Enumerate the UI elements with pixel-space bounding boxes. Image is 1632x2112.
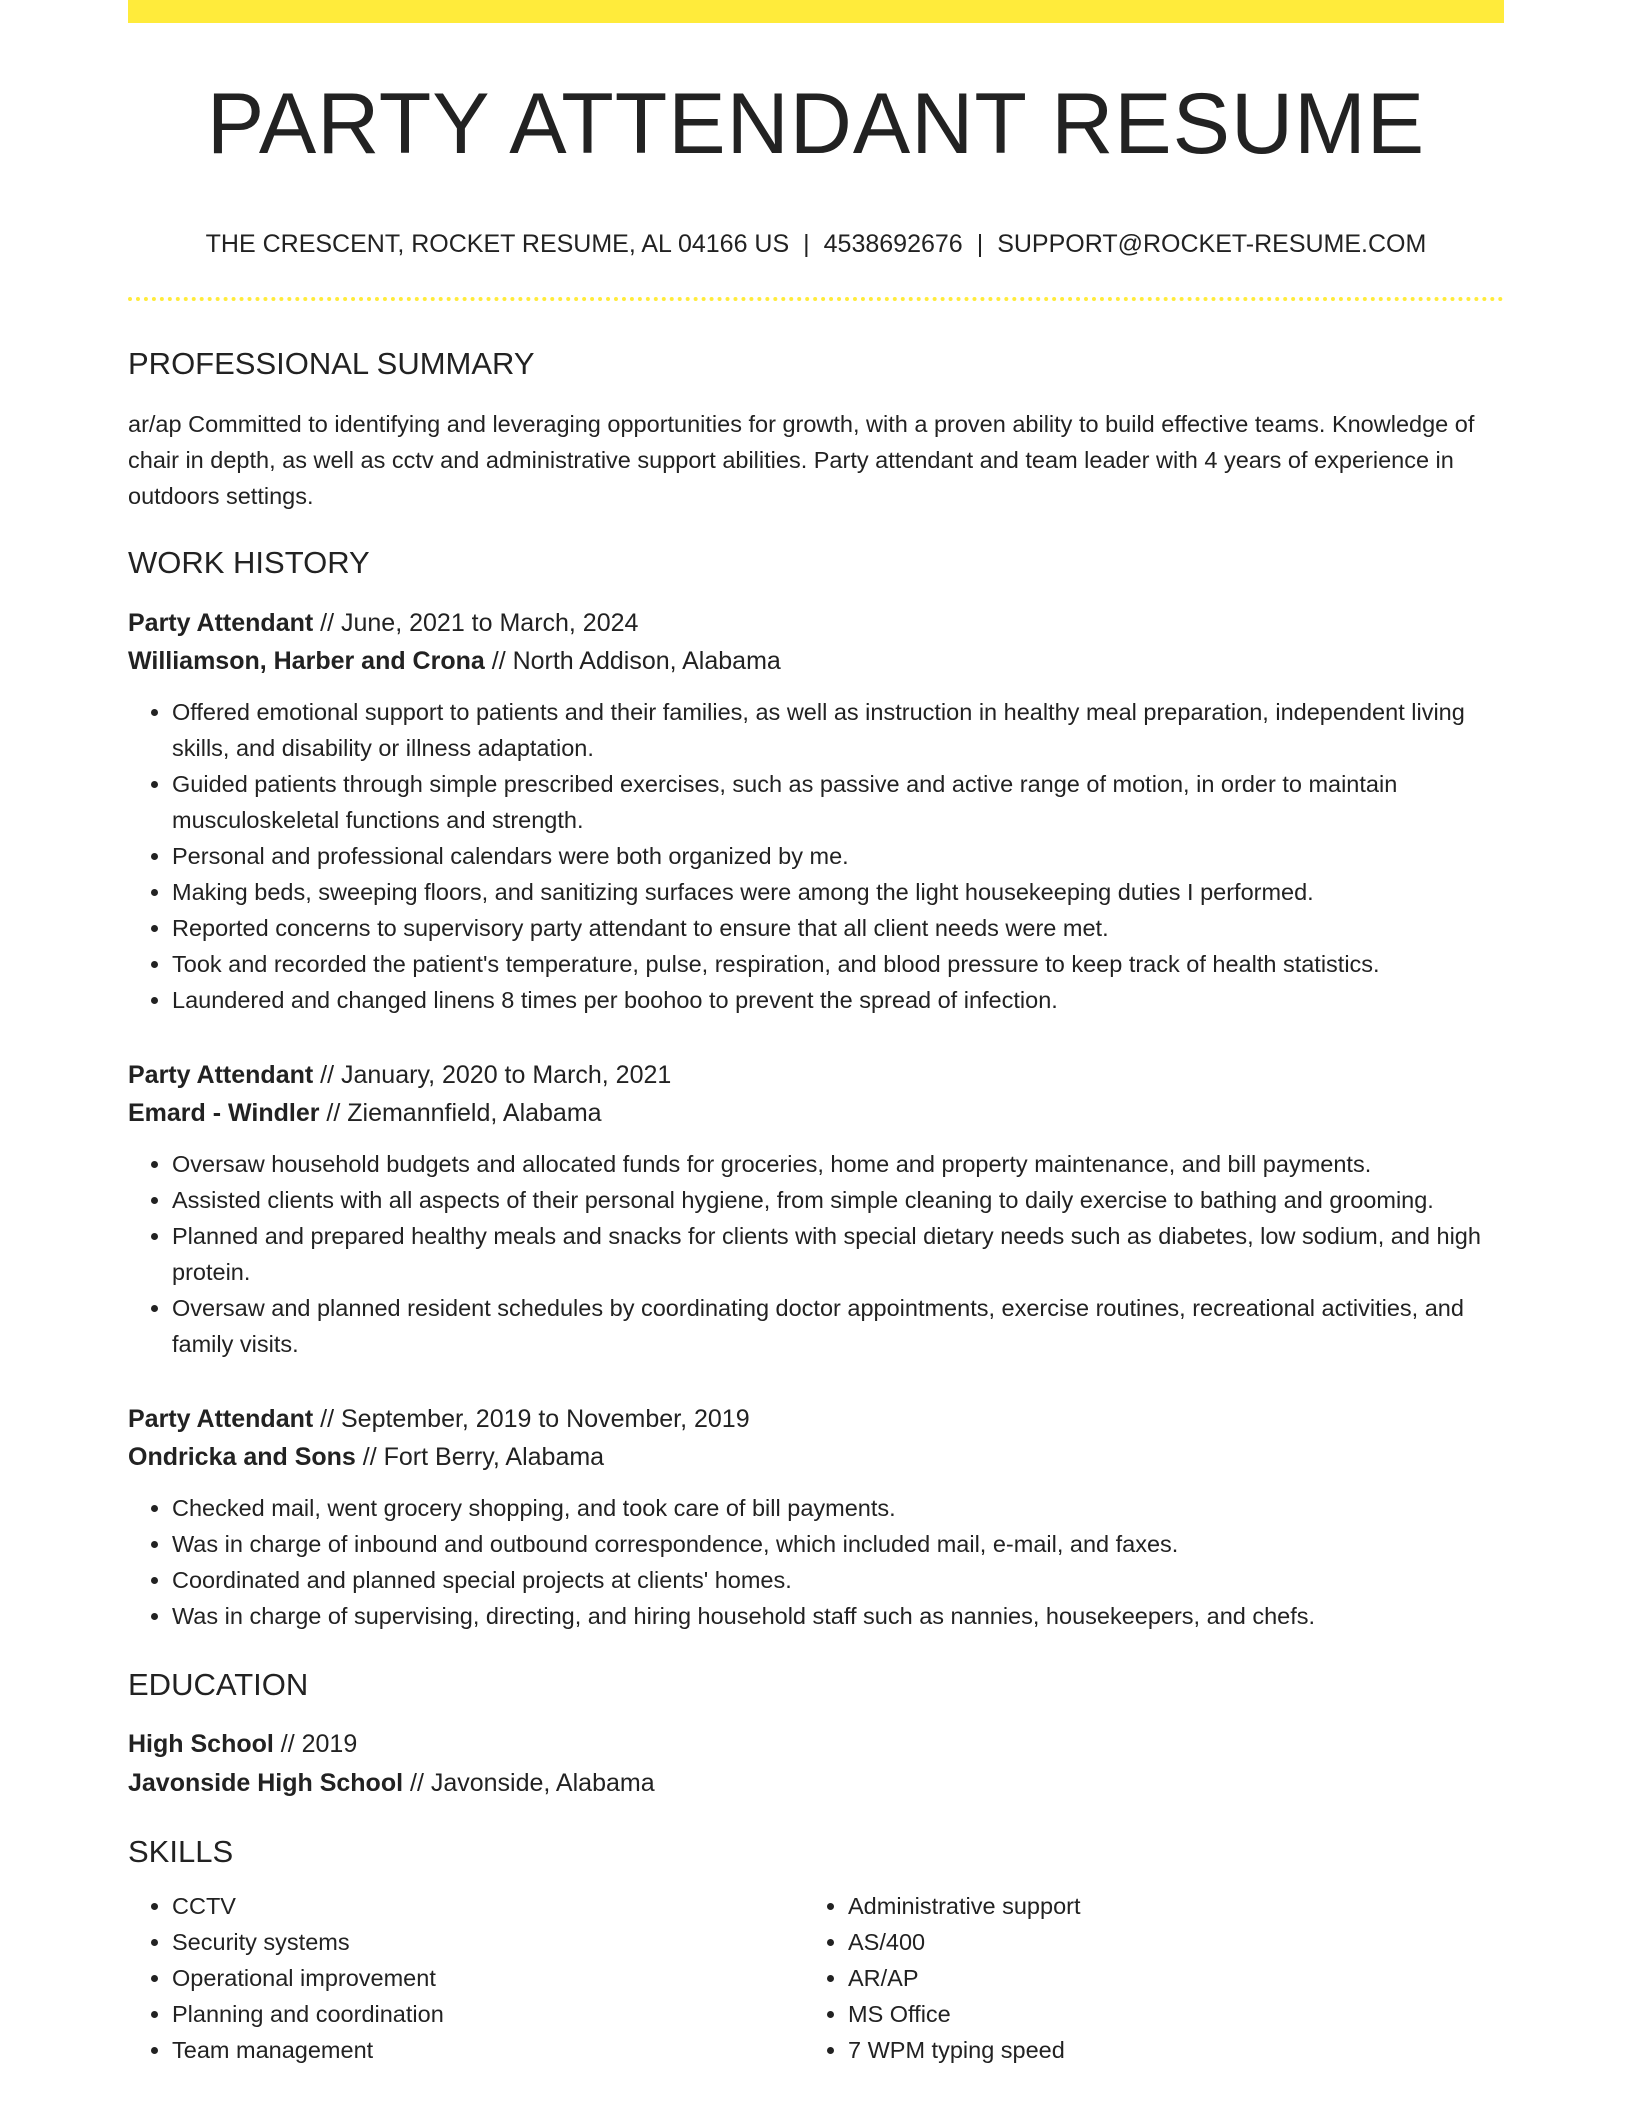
education-location: // Javonside, Alabama (403, 1768, 655, 1797)
contact-email[interactable]: SUPPORT@ROCKET-RESUME.COM (997, 230, 1427, 259)
job-duties (128, 1146, 1504, 1362)
skill-item: • Security systems (172, 1924, 804, 1960)
duty-item: • Guided patients through simple prescribed exercises, such as passive and active range of motion, in order to maintain musculoskeletal functions and strength. (172, 766, 1504, 838)
duty-item: • Was in charge of inbound and outbound correspondence, which included mail, e-mail, and faxes. (172, 1526, 1504, 1562)
contact-phone: 4538692676 (823, 230, 963, 259)
skill-item: • MS Office (848, 1996, 1480, 2032)
skill-item: • Administrative support (848, 1888, 1480, 1924)
duty-item: • Assisted clients with all aspects of their personal hygiene, from simple cleaning to daily exercise to bathing and grooming. (172, 1182, 1504, 1218)
job-entry (128, 1056, 1504, 1362)
skill-item: • Team management (172, 2032, 804, 2068)
skills-left-column (128, 1888, 804, 2068)
accent-top-bar (128, 0, 1504, 23)
duty-item: • Checked mail, went grocery shopping, and took care of bill payments. (172, 1490, 1504, 1526)
duty-item: • Reported concerns to supervisory party attendant to ensure that all client needs were met. (172, 910, 1504, 946)
job-dates: // January, 2020 to March, 2021 (313, 1060, 672, 1089)
duty-item: • Personal and professional calendars were both organized by me. (172, 838, 1504, 874)
job-company: Emard - Windler (128, 1098, 320, 1127)
job-role-line (128, 1400, 1504, 1438)
job-location: // North Addison, Alabama (484, 646, 781, 675)
education-school: Javonside High School (128, 1768, 404, 1797)
skill-item: • Planning and coordination (172, 1996, 804, 2032)
duty-item: • Took and recorded the patient's temperature, pulse, respiration, and blood pressure to keep track of health statistics. (172, 946, 1504, 982)
education-degree-line (128, 1725, 1504, 1764)
duty-item: • Offered emotional support to patients and their families, as well as instruction in healthy meal preparation, independent living skills, and disability or illness adaptation. (172, 694, 1504, 766)
duty-item: • Making beds, sweeping floors, and sanitizing surfaces were among the light housekeeping duties I performed. (172, 874, 1504, 910)
job-dates: // June, 2021 to March, 2024 (313, 608, 639, 637)
resume-title: PARTY ATTENDANT RESUME (206, 76, 1426, 172)
skill-item: • AS/400 (848, 1924, 1480, 1960)
resume-page (128, 0, 1504, 2068)
job-role-line (128, 604, 1504, 642)
skill-item: • 7 WPM typing speed (848, 2032, 1480, 2068)
job-entry (128, 604, 1504, 1018)
work-history-heading: WORK HISTORY (128, 545, 370, 581)
contact-line (128, 229, 1504, 259)
job-role: Party Attendant (128, 1060, 314, 1089)
contact-separator: | (976, 230, 984, 259)
skill-item: • CCTV (172, 1888, 804, 1924)
job-dates: // September, 2019 to November, 2019 (313, 1404, 750, 1433)
skills-columns (128, 1888, 1504, 2068)
job-role: Party Attendant (128, 1404, 314, 1433)
duty-item: • Was in charge of supervising, directing, and hiring household staff such as nannies, housekeepers, and chefs. (172, 1598, 1504, 1634)
duty-item: • Coordinated and planned special projects at clients' homes. (172, 1562, 1504, 1598)
job-duties (128, 1490, 1504, 1634)
job-company-line (128, 1438, 1504, 1476)
contact-address: THE CRESCENT, ROCKET RESUME, AL 04166 US (205, 230, 790, 259)
job-company: Williamson, Harber and Crona (128, 646, 485, 675)
contact-separator: | (803, 230, 810, 259)
dotted-divider (128, 297, 1504, 301)
job-company: Ondricka and Sons (128, 1442, 356, 1471)
duty-item: • Oversaw household budgets and allocated funds for groceries, home and property maintenance, and bill payments. (172, 1146, 1504, 1182)
summary-heading: PROFESSIONAL SUMMARY (128, 346, 535, 382)
job-company-line (128, 642, 1504, 680)
job-role-line (128, 1056, 1504, 1094)
education-entry (128, 1725, 1504, 1803)
job-location: // Fort Berry, Alabama (355, 1442, 605, 1471)
skill-item: • AR/AP (848, 1960, 1480, 1996)
skills-heading: SKILLS (128, 1833, 234, 1869)
skills-right-column (804, 1888, 1480, 2068)
summary-text: ar/ap Committed to identifying and leveraging opportunities for growth, with a proven ability to build effective teams. Knowledge of chair in depth, as well as cctv and administrative support abilities. Party attendant and team leader with 4 years of experience in outdoors settings. (128, 411, 1475, 510)
job-entry (128, 1400, 1504, 1634)
job-company-line (128, 1094, 1504, 1132)
education-heading: EDUCATION (128, 1666, 309, 1702)
education-degree: High School (128, 1729, 274, 1758)
duty-item: • Laundered and changed linens 8 times per boohoo to prevent the spread of infection. (172, 982, 1504, 1018)
education-year: // 2019 (273, 1729, 358, 1758)
duty-item: • Oversaw and planned resident schedules by coordinating doctor appointments, exercise routines, recreational activities, and family visits. (172, 1290, 1504, 1362)
duty-item: • Planned and prepared healthy meals and snacks for clients with special dietary needs such as diabetes, low sodium, and high protein. (172, 1218, 1504, 1290)
job-duties (128, 694, 1504, 1018)
job-location: // Ziemannfield, Alabama (319, 1098, 602, 1127)
job-role: Party Attendant (128, 608, 314, 637)
education-school-line (128, 1764, 1504, 1803)
skill-item: • Operational improvement (172, 1960, 804, 1996)
